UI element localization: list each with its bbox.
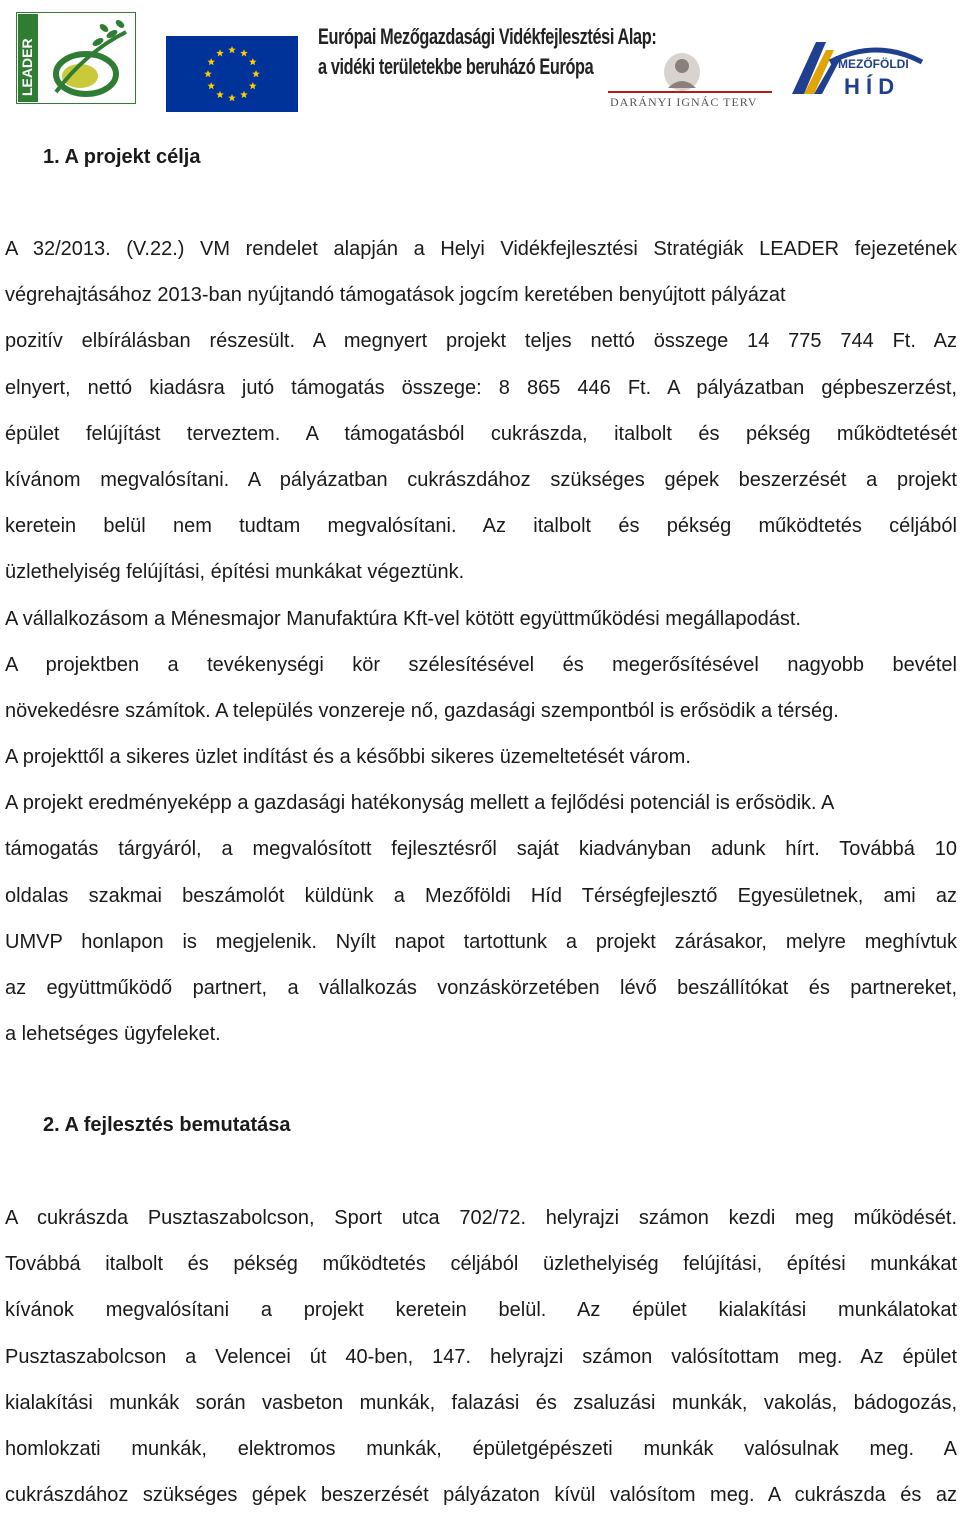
text-line: növekedésre számítok. A település vonzereje nő, gazdasági szempontból is erősödik a térség. <box>5 699 839 722</box>
daranyi-ignac-terv-logo <box>604 52 776 110</box>
leader-logo-text: LEADER <box>19 38 35 96</box>
section-1-paragraph <box>5 226 957 1057</box>
hid-logo-bottom-text: H Í D <box>844 74 895 99</box>
text-line: A 32/2013. (V.22.) VM rendelet alapján a Helyi Vidékfejlesztési Stratégiák LEADER fejezetének <box>5 238 957 260</box>
text-line: pozitív elbírálásban részesült. A megnyert projekt teljes nettó összege 14 775 744 Ft. Az <box>5 330 957 353</box>
text-line: Továbbá italbolt és pékség működtetés céljából üzlethelyiség felújítási, építési munkákat <box>5 1253 957 1276</box>
text-line: keretein belül nem tudtam megvalósítani. Az italbolt és pékség működtetés céljából <box>5 515 957 538</box>
text-line: UMVP honlapon is megjelenik. Nyílt napot tartottunk a projekt zárásakor, melyre meghívtuk <box>5 930 957 953</box>
text-line: oldalas szakmai beszámolót küldünk a Mezőföldi Híd Térségfejlesztő Egyesületnek, ami az <box>5 884 957 907</box>
text-line: kívánom megvalósítani. A pályázatban cukrászdához szükséges gépek beszerzését a projekt <box>5 468 957 491</box>
text-line: A projekt eredményeképp a gazdasági hatékonyság mellett a fejlődési potenciál is erősödik. A <box>5 792 835 815</box>
text-line: A vállalkozásom a Ménesmajor Manufaktúra Kft-vel kötött együttműködési megállapodást. <box>5 607 801 630</box>
section-2-heading: 2. A fejlesztés bemutatása <box>43 1114 291 1136</box>
text-line: kívánok megvalósítani a projekt keretein belül. Az épület kialakítási munkálatokat <box>5 1299 957 1322</box>
text-line: A cukrászda Pusztaszabolcson, Sport utca 702/72. helyrajzi számon kezdi meg működését. <box>5 1207 957 1229</box>
text-line: kialakítási munkák során vasbeton munkák, falazási és zsaluzási munkák, vakolás, bádogozás, <box>5 1391 957 1414</box>
text-line: A projektben a tevékenységi kör szélesítésével és megerősítésével nagyobb bevétel <box>5 653 957 676</box>
text-line: az együttműködő partnert, a vállalkozás vonzáskörzetében lévő beszállítókat és partnereket, <box>5 977 957 999</box>
text-line: A projekttől a sikeres üzlet indítást és a későbbi sikeres üzemeltetését várom. <box>5 746 691 769</box>
text-line: elnyert, nettó kiadásra jutó támogatás összege: 8 865 446 Ft. A pályázatban gépbeszerzést, <box>5 376 957 399</box>
section-1-heading: 1. A projekt célja <box>43 146 201 168</box>
text-line: támogatás tárgyáról, a megvalósított fejlesztésről saját kiadványban adunk hírt. Továbbá 10 <box>5 838 957 861</box>
eu-flag-logo <box>166 36 298 112</box>
header-logos <box>0 0 960 118</box>
text-line: homlokzati munkák, elektromos munkák, épületgépészeti munkák valósulnak meg. A <box>5 1437 957 1460</box>
daranyi-text: DARÁNYI IGNÁC TERV <box>610 95 758 109</box>
leader-logo <box>16 12 136 104</box>
hid-logo-top-text: MEZŐFÖLDI <box>838 57 909 71</box>
text-line: a lehetséges ügyfeleket. <box>5 1023 221 1046</box>
text-line: üzlethelyiség felújítási, építési munkákat végeztünk. <box>5 561 465 584</box>
text-line: cukrászdához szükséges gépek beszerzését pályázaton kívül valósítom meg. A cukrászda és az <box>5 1484 957 1507</box>
section-2-paragraph <box>5 1195 957 1518</box>
eafrd-slogan <box>318 22 657 82</box>
text-line: Pusztaszabolcson a Velencei út 40-ben, 147. helyrajzi számon valósítottam meg. Az épület <box>5 1345 957 1368</box>
eafrd-slogan-line-2: a vidéki területekbe beruházó Európa <box>318 54 594 79</box>
text-line: épület felújítást terveztem. A támogatásból cukrászda, italbolt és pékség működtetését <box>5 422 957 445</box>
text-line: végrehajtásához 2013-ban nyújtandó támogatások jogcím keretében benyújtott pályázat <box>5 284 786 307</box>
eafrd-slogan-line-1: Európai Mezőgazdasági Vidékfejlesztési Alap: <box>318 24 657 49</box>
mezofoldi-hid-logo <box>786 38 928 108</box>
